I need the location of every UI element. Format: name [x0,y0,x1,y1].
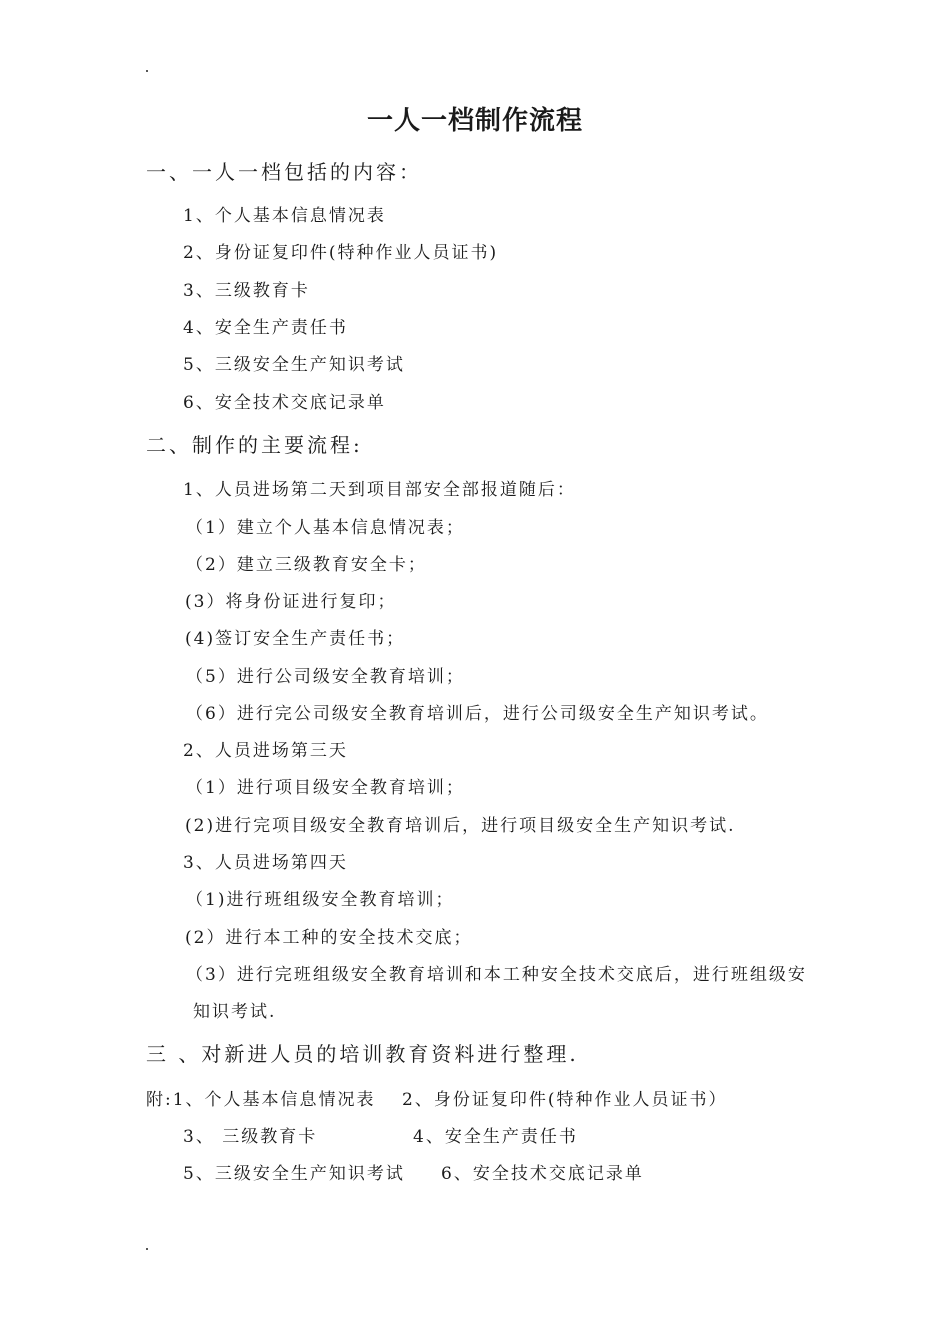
appendix-item: 3、 三级教育卡 [183,1127,318,1147]
contents-item: 1、个人基本信息情况表 [183,206,386,226]
section-heading-process: 二、制作的主要流程: [146,433,363,457]
process-substep: （1）进行项目级安全教育培训； [186,778,465,798]
process-substep: （6）进行完公司级安全教育培训后，进行公司级安全生产知识考试。 [186,704,769,724]
process-substep: (3）将身份证进行复印； [185,592,397,612]
process-substep: （1)进行班组级安全教育培训； [186,890,455,910]
process-substep: （3）进行完班组级安全教育培训和本工种安全技术交底后，进行班组级安 [186,965,807,985]
contents-item: 4、安全生产责任书 [183,318,348,338]
section-heading-contents: 一、一人一档包括的内容： [146,160,422,184]
appendix-item: 4、安全生产责任书 [413,1127,578,1147]
section-heading-organize: 三 、对新进人员的培训教育资料进行整理. [146,1042,579,1066]
page-title: 一人一档制作流程 [366,106,583,136]
process-step: 2、人员进场第三天 [183,741,348,761]
process-substep: (2）进行本工种的安全技术交底； [185,928,473,948]
appendix-item: 5、三级安全生产知识考试 [183,1164,405,1184]
process-substep-continuation: 知识考试. [193,1002,277,1022]
contents-item: 6、安全技术交底记录单 [183,393,386,413]
process-substep: （1）建立个人基本信息情况表； [186,518,465,538]
contents-item: 3、三级教育卡 [183,281,310,301]
appendix-item: 6、安全技术交底记录单 [441,1164,644,1184]
appendix-item: 2、身份证复印件(特种作业人员证书） [402,1090,728,1110]
page-marker-dot [146,70,148,72]
process-step: 1、人员进场第二天到项目部安全部报道随后： [183,480,576,500]
contents-item: 5、三级安全生产知识考试 [183,355,405,375]
appendix-item: 附:1、个人基本信息情况表 [146,1090,376,1110]
page-marker-dot [146,1248,148,1250]
contents-item: 2、身份证复印件(特种作业人员证书) [183,243,499,263]
process-substep: （5）进行公司级安全教育培训； [186,667,465,687]
process-substep: (2)进行完项目级安全教育培训后，进行项目级安全生产知识考试. [185,816,736,836]
process-step: 3、人员进场第四天 [183,853,348,873]
process-substep: (4)签订安全生产责任书； [185,629,406,649]
process-substep: （2）建立三级教育安全卡； [186,555,427,575]
